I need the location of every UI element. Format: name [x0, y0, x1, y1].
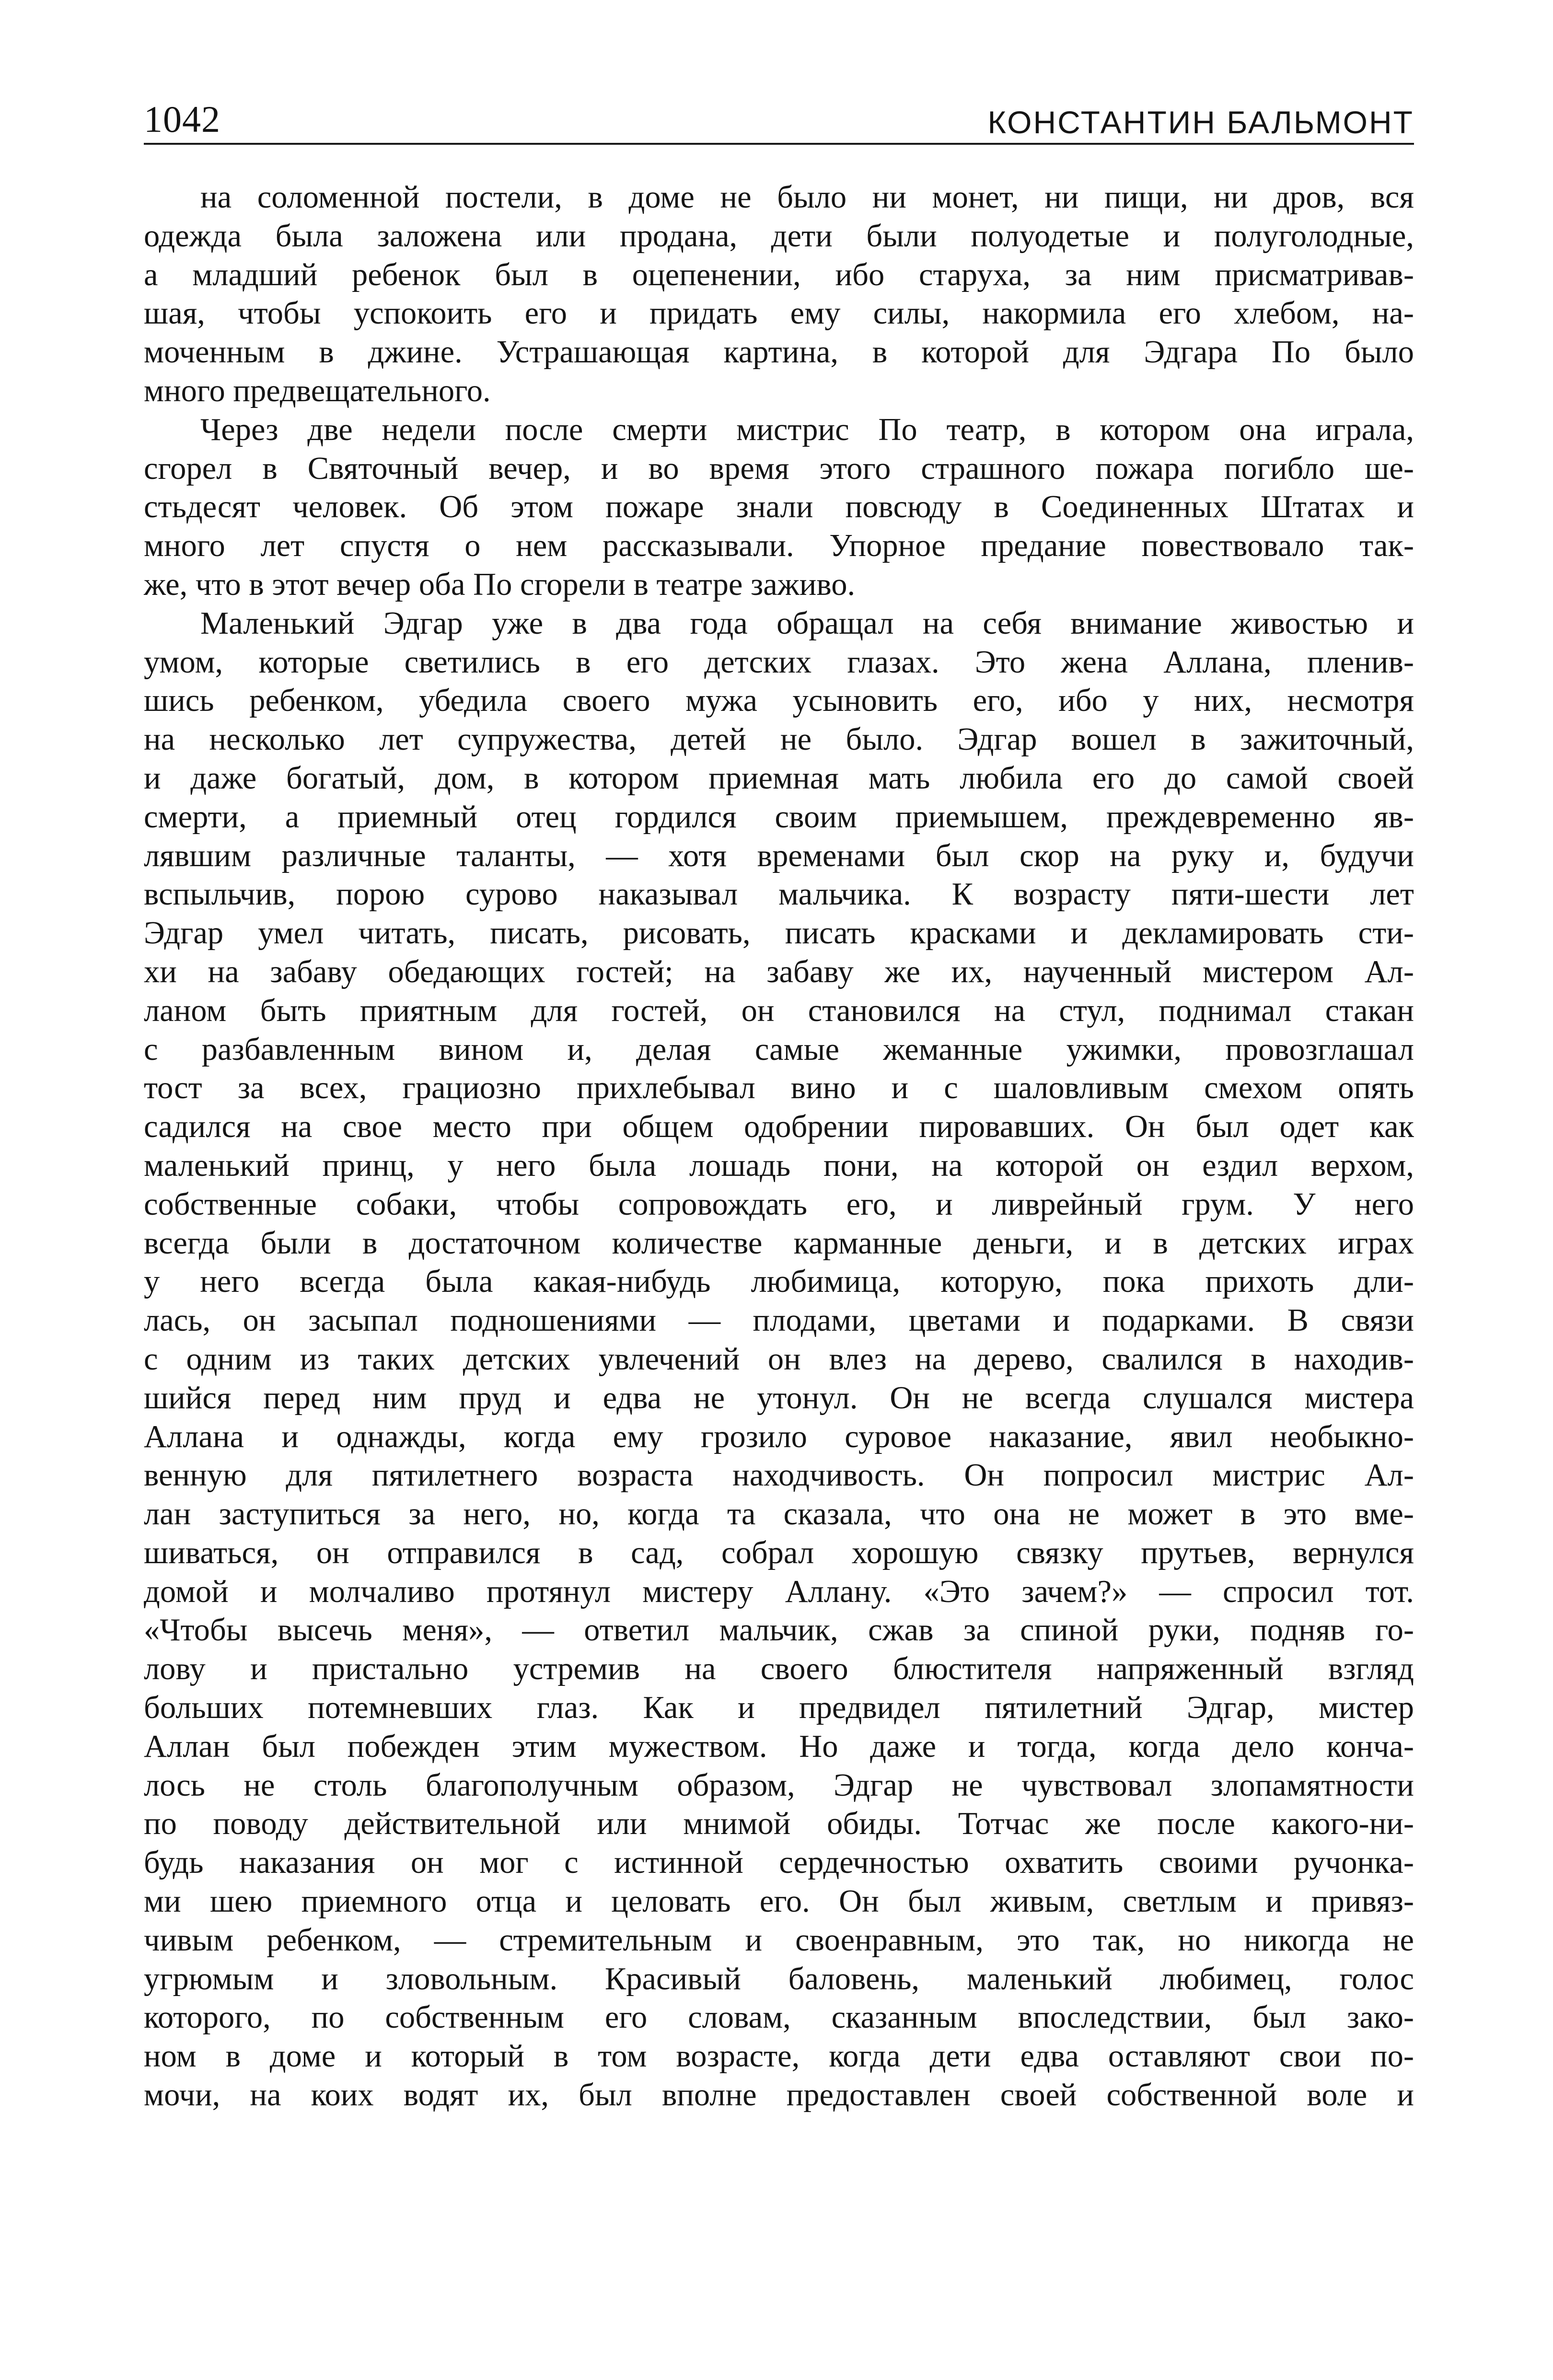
text-line: домой и молчаливо протянул мистеру Аллану. «Это зачем?» — спросил тот. — [144, 1574, 1414, 1609]
text-line: тост за всех, грациозно прихлебывал вино и с шаловливым смехом опять — [144, 1070, 1414, 1106]
text-line: мочи, на коих водят их, был вполне предоставлен своей собственной воле и — [144, 2078, 1414, 2113]
text-line: шийся перед ним пруд и едва не утонул. Он не всегда слушался мистера — [144, 1380, 1414, 1416]
text-line: будь наказания он мог с истинной сердечностью охватить своими ручонка- — [144, 1845, 1414, 1881]
text-line: на соломенной постели, в доме не было ни монет, ни пищи, ни дров, вся — [200, 180, 1414, 215]
text-line: с одним из таких детских увлечений он влез на дерево, свалился в находив- — [144, 1341, 1414, 1377]
text-line: Эдгар умел читать, писать, рисовать, писать красками и декламировать сти- — [144, 916, 1414, 951]
text-line: «Чтобы высечь меня», — ответил мальчик, сжав за спиной руки, подняв го- — [144, 1613, 1414, 1648]
text-line: на несколько лет супружества, детей не было. Эдгар вошел в зажиточный, — [144, 722, 1414, 757]
text-line: а младший ребенок был в оцепенении, ибо старуха, за ним присматривав- — [144, 257, 1414, 292]
text-line: садился на свое место при общем одобрении пировавших. Он был одет как — [144, 1109, 1414, 1145]
text-line: и даже богатый, дом, в котором приемная мать любила его до самой своей — [144, 760, 1414, 796]
text-line: хи на забаву обедающих гостей; на забаву же их, наученный мистером Ал- — [144, 954, 1414, 989]
text-line: одежда была заложена или продана, дети были полуодетые и полуголодные, — [144, 218, 1414, 254]
body-text — [144, 178, 1414, 2115]
text-line: смерти, а приемный отец гордился своим приемышем, преждевременно яв- — [144, 799, 1414, 835]
text-line: больших потемневших глаз. Как и предвидел пятилетний Эдгар, мистер — [144, 1690, 1414, 1726]
text-line: собственные собаки, чтобы сопровождать его, и ливрейный грум. У него — [144, 1186, 1414, 1222]
text-line: лявшим различные таланты, — хотя временами был скор на руку и, будучи — [144, 838, 1414, 873]
page-number: 1042 — [144, 98, 220, 140]
text-line: лан заступиться за него, но, когда та сказала, что она не может в это вме- — [144, 1497, 1414, 1532]
text-line: чивым ребенком, — стремительным и своенравным, это так, но никогда не — [144, 1922, 1414, 1958]
text-line: много предвещательного. — [144, 373, 491, 408]
text-line: Маленький Эдгар уже в два года обращал на себя внимание живостью и — [200, 605, 1414, 641]
text-line: моченным в джине. Устрашающая картина, в которой для Эдгара По было — [144, 335, 1414, 370]
text-line: Аллан был побежден этим мужеством. Но даже и тогда, когда дело конча- — [144, 1729, 1414, 1764]
running-head — [144, 85, 1414, 138]
text-line: маленький принц, у него была лошадь пони, на которой он ездил верхом, — [144, 1148, 1414, 1183]
text-line: Аллана и однажды, когда ему грозило суровое наказание, явил необыкно- — [144, 1419, 1414, 1454]
text-line: много лет спустя о нем рассказывали. Упорное предание повествовало так- — [144, 528, 1414, 564]
text-line: которого, по собственным его словам, сказанным впоследствии, был зако- — [144, 2000, 1414, 2035]
header-rule — [144, 143, 1414, 145]
text-line: шая, чтобы успокоить его и придать ему силы, накормила его хлебом, на- — [144, 296, 1414, 331]
text-line: стьдесят человек. Об этом пожаре знали повсюду в Соединенных Штатах и — [144, 489, 1414, 525]
text-line: угрюмым и зловольным. Красивый баловень, маленький любимец, голос — [144, 1961, 1414, 1997]
text-line: вспыльчив, порою сурово наказывал мальчика. К возрасту пяти-шести лет — [144, 877, 1414, 912]
text-line: всегда были в достаточном количестве карманные деньги, и в детских играх — [144, 1225, 1414, 1261]
text-line: венную для пятилетнего возраста находчивость. Он попросил мистрис Ал- — [144, 1458, 1414, 1493]
running-title: КОНСТАНТИН БАЛЬМОНТ — [987, 104, 1414, 140]
text-line: у него всегда была какая-нибудь любимица, которую, пока прихоть дли- — [144, 1264, 1414, 1300]
text-line: ми шею приемного отца и целовать его. Он был живым, светлым и привяз- — [144, 1884, 1414, 1919]
text-line: сгорел в Святочный вечер, и во время этого страшного пожара погибло ше- — [144, 451, 1414, 486]
text-line: с разбавленным вином и, делая самые жеманные ужимки, провозглашал — [144, 1032, 1414, 1067]
text-line: же, что в этот вечер оба По сгорели в театре заживо. — [144, 567, 856, 602]
text-line: по поводу действительной или мнимой обиды. Тотчас же после какого-ни- — [144, 1806, 1414, 1842]
text-line: ном в доме и который в том возрасте, когда дети едва оставляют свои по- — [144, 2039, 1414, 2074]
text-line: лась, он засыпал подношениями — плодами, цветами и подарками. В связи — [144, 1303, 1414, 1338]
text-line: ланом быть приятным для гостей, он становился на стул, поднимал стакан — [144, 993, 1414, 1028]
text-line: умом, которые светились в его детских глазах. Это жена Аллана, пленив- — [144, 644, 1414, 680]
text-line: лову и пристально устремив на своего блюстителя напряженный взгляд — [144, 1651, 1414, 1687]
text-line: шиваться, он отправился в сад, собрал хорошую связку прутьев, вернулся — [144, 1535, 1414, 1570]
text-line: шись ребенком, убедила своего мужа усыновить его, ибо у них, несмотря — [144, 683, 1414, 719]
text-line: Через две недели после смерти мистрис По театр, в котором она играла, — [200, 412, 1414, 447]
text-line: лось не столь благополучным образом, Эдгар не чувствовал злопамятности — [144, 1767, 1414, 1803]
